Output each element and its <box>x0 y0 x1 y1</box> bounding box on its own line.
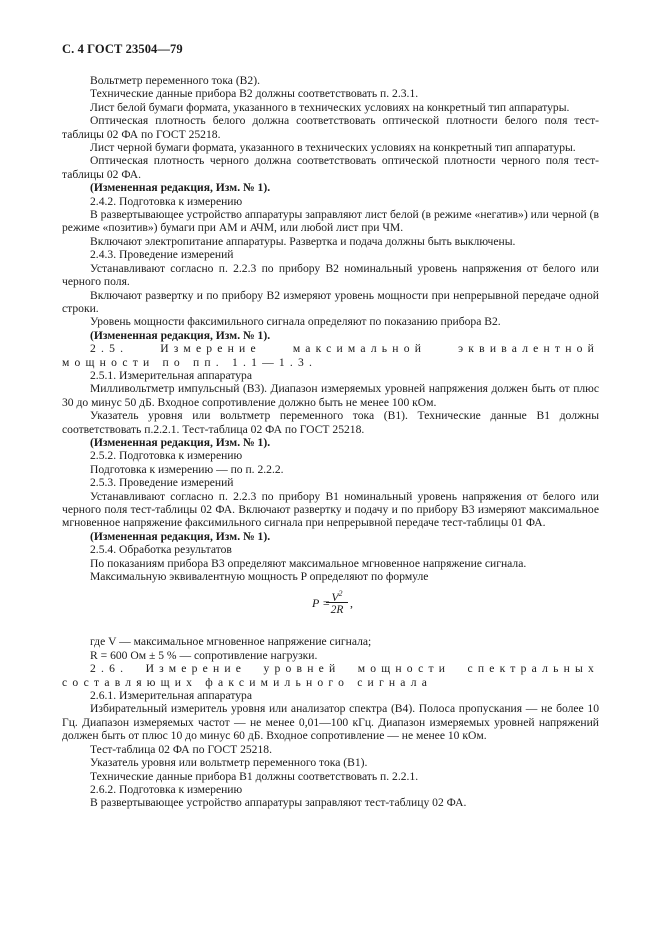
paragraph: Подготовка к измерению — по п. 2.2.2. <box>90 462 284 476</box>
paragraph: Устанавливают согласно п. 2.2.3 по прибору В1 номинальный уровень напряжения от белого или черного поля тест-таблицы 02 ФА. Включают развертку и подачу и по прибору В3 измеряют максимальное мгновенное напряжение факсимильного сигнала при непрерывной передаче тест-таблицы 01 ФА. <box>62 489 599 530</box>
section-heading: 2.5. Измерение максимальной эквивалентной мощности по пп. 1.1—1.3. <box>62 342 599 369</box>
paragraph: В развертывающее устройство аппаратуры заправляют тест-таблицу 02 ФА. <box>90 796 467 810</box>
power-formula <box>62 587 599 635</box>
revision-note: (Измененная редакция, Изм. № 1). <box>90 328 271 342</box>
section-heading: 2.5.4. Обработка результатов <box>90 543 232 557</box>
section-heading: 2.6. Измерение уровней мощности спектральных составляющих факсимильного сигнала <box>62 662 599 689</box>
paragraph: Включают электропитание аппаратуры. Развертка и подача должны быть выключены. <box>90 234 516 248</box>
paragraph: Оптическая плотность белого должна соответствовать оптической плотности белого поля тест-таблицы 02 ФА по ГОСТ 25218. <box>62 114 599 141</box>
paragraph: Лист белой бумаги формата, указанного в технических условиях на конкретный тип аппаратуры. <box>90 100 570 114</box>
paragraph: Милливольтметр импульсный (В3). Диапазон измеряемых уровней напряжения должен быть от плюс 30 до минус 50 дБ. Входное сопротивление должно быть не менее 100 кОм. <box>62 382 599 409</box>
formula-numerator: $V^2$ <box>331 589 343 605</box>
paragraph: Вольтметр переменного тока (В2). <box>90 74 260 87</box>
revision-note: (Измененная редакция, Изм. № 1). <box>90 435 271 449</box>
paragraph: Устанавливают согласно п. 2.2.3 по прибору В2 номинальный уровень напряжения от белого или черного поля. <box>62 261 599 289</box>
formula-fraction <box>326 587 348 617</box>
revision-note: (Измененная редакция, Изм. № 1). <box>90 181 271 195</box>
section-heading: 2.4.3. Проведение измерений <box>90 248 234 262</box>
paragraph: Избирательный измеритель уровня или анализатор спектра (В4). Полоса пропускания — не более 10 Гц. Диапазон измеряемых частот — не менее 0,01—100 кГц. Диапазон измеряемых уровней напряжений должен быть от плюс 10 до минус 60 дБ. Входное сопротивление — не менее 10 кОм. <box>62 702 599 743</box>
document-body <box>62 74 599 810</box>
paragraph: Тест-таблица 02 ФА по ГОСТ 25218. <box>90 742 272 756</box>
section-heading: 2.6.2. Подготовка к измерению <box>90 782 243 796</box>
formula-tail: , <box>350 596 353 611</box>
paragraph: В развертывающее устройство аппаратуры заправляют лист белой (в режиме «негатив») или черной (в режиме «позитив») бумаги при АМ и АЧМ, или любой лист при ЧМ. <box>62 208 599 235</box>
paragraph: По показаниям прибора В3 определяют максимальное мгновенное напряжение сигнала. <box>90 556 527 570</box>
section-heading: 2.5.1. Измерительная аппаратура <box>90 368 252 382</box>
paragraph: где V — максимальное мгновенное напряжение сигнала; <box>90 635 372 649</box>
paragraph: Максимальную эквивалентную мощность P определяют по формуле <box>90 570 429 584</box>
paragraph: Включают развертку и по прибору В2 измеряют уровень мощности при непрерывной передаче одной строки. <box>62 288 599 315</box>
revision-note: (Измененная редакция, Изм. № 1). <box>90 529 271 543</box>
paragraph: Лист черной бумаги формата, указанного в технических условиях на конкретный тип аппаратуры. <box>90 141 576 155</box>
paragraph: Оптическая плотность черного должна соответствовать оптической плотности черного поля тест-таблицы 02 ФА. <box>62 154 599 181</box>
paragraph: R = 600 Ом ± 5 % — сопротивление нагрузки. <box>90 648 318 662</box>
section-heading: 2.4.2. Подготовка к измерению <box>90 194 243 208</box>
section-heading: 2.5.3. Проведение измерений <box>90 476 234 490</box>
paragraph: Уровень мощности факсимильного сигнала определяют по показанию прибора В2. <box>90 315 501 329</box>
section-heading: 2.5.2. Подготовка к измерению <box>90 449 243 463</box>
paragraph: Технические данные прибора В1 должны соответствовать п. 2.2.1. <box>90 769 419 783</box>
formula-denominator: 2R <box>330 604 344 617</box>
paragraph: Технические данные прибора В2 должны соответствовать п. 2.3.1. <box>90 87 419 101</box>
section-heading: 2.6.1. Измерительная аппаратура <box>90 689 252 703</box>
paragraph: Указатель уровня или вольтметр переменного тока (В1). <box>90 756 368 770</box>
formula-lhs: P = <box>312 596 331 611</box>
paragraph: Указатель уровня или вольтметр переменного тока (В1). Технические данные В1 должны соответствовать п.2.2.1. Тест-таблица 02 ФА по ГОСТ 25218. <box>62 409 599 436</box>
page-header: С. 4 ГОСТ 23504—79 <box>62 42 183 56</box>
